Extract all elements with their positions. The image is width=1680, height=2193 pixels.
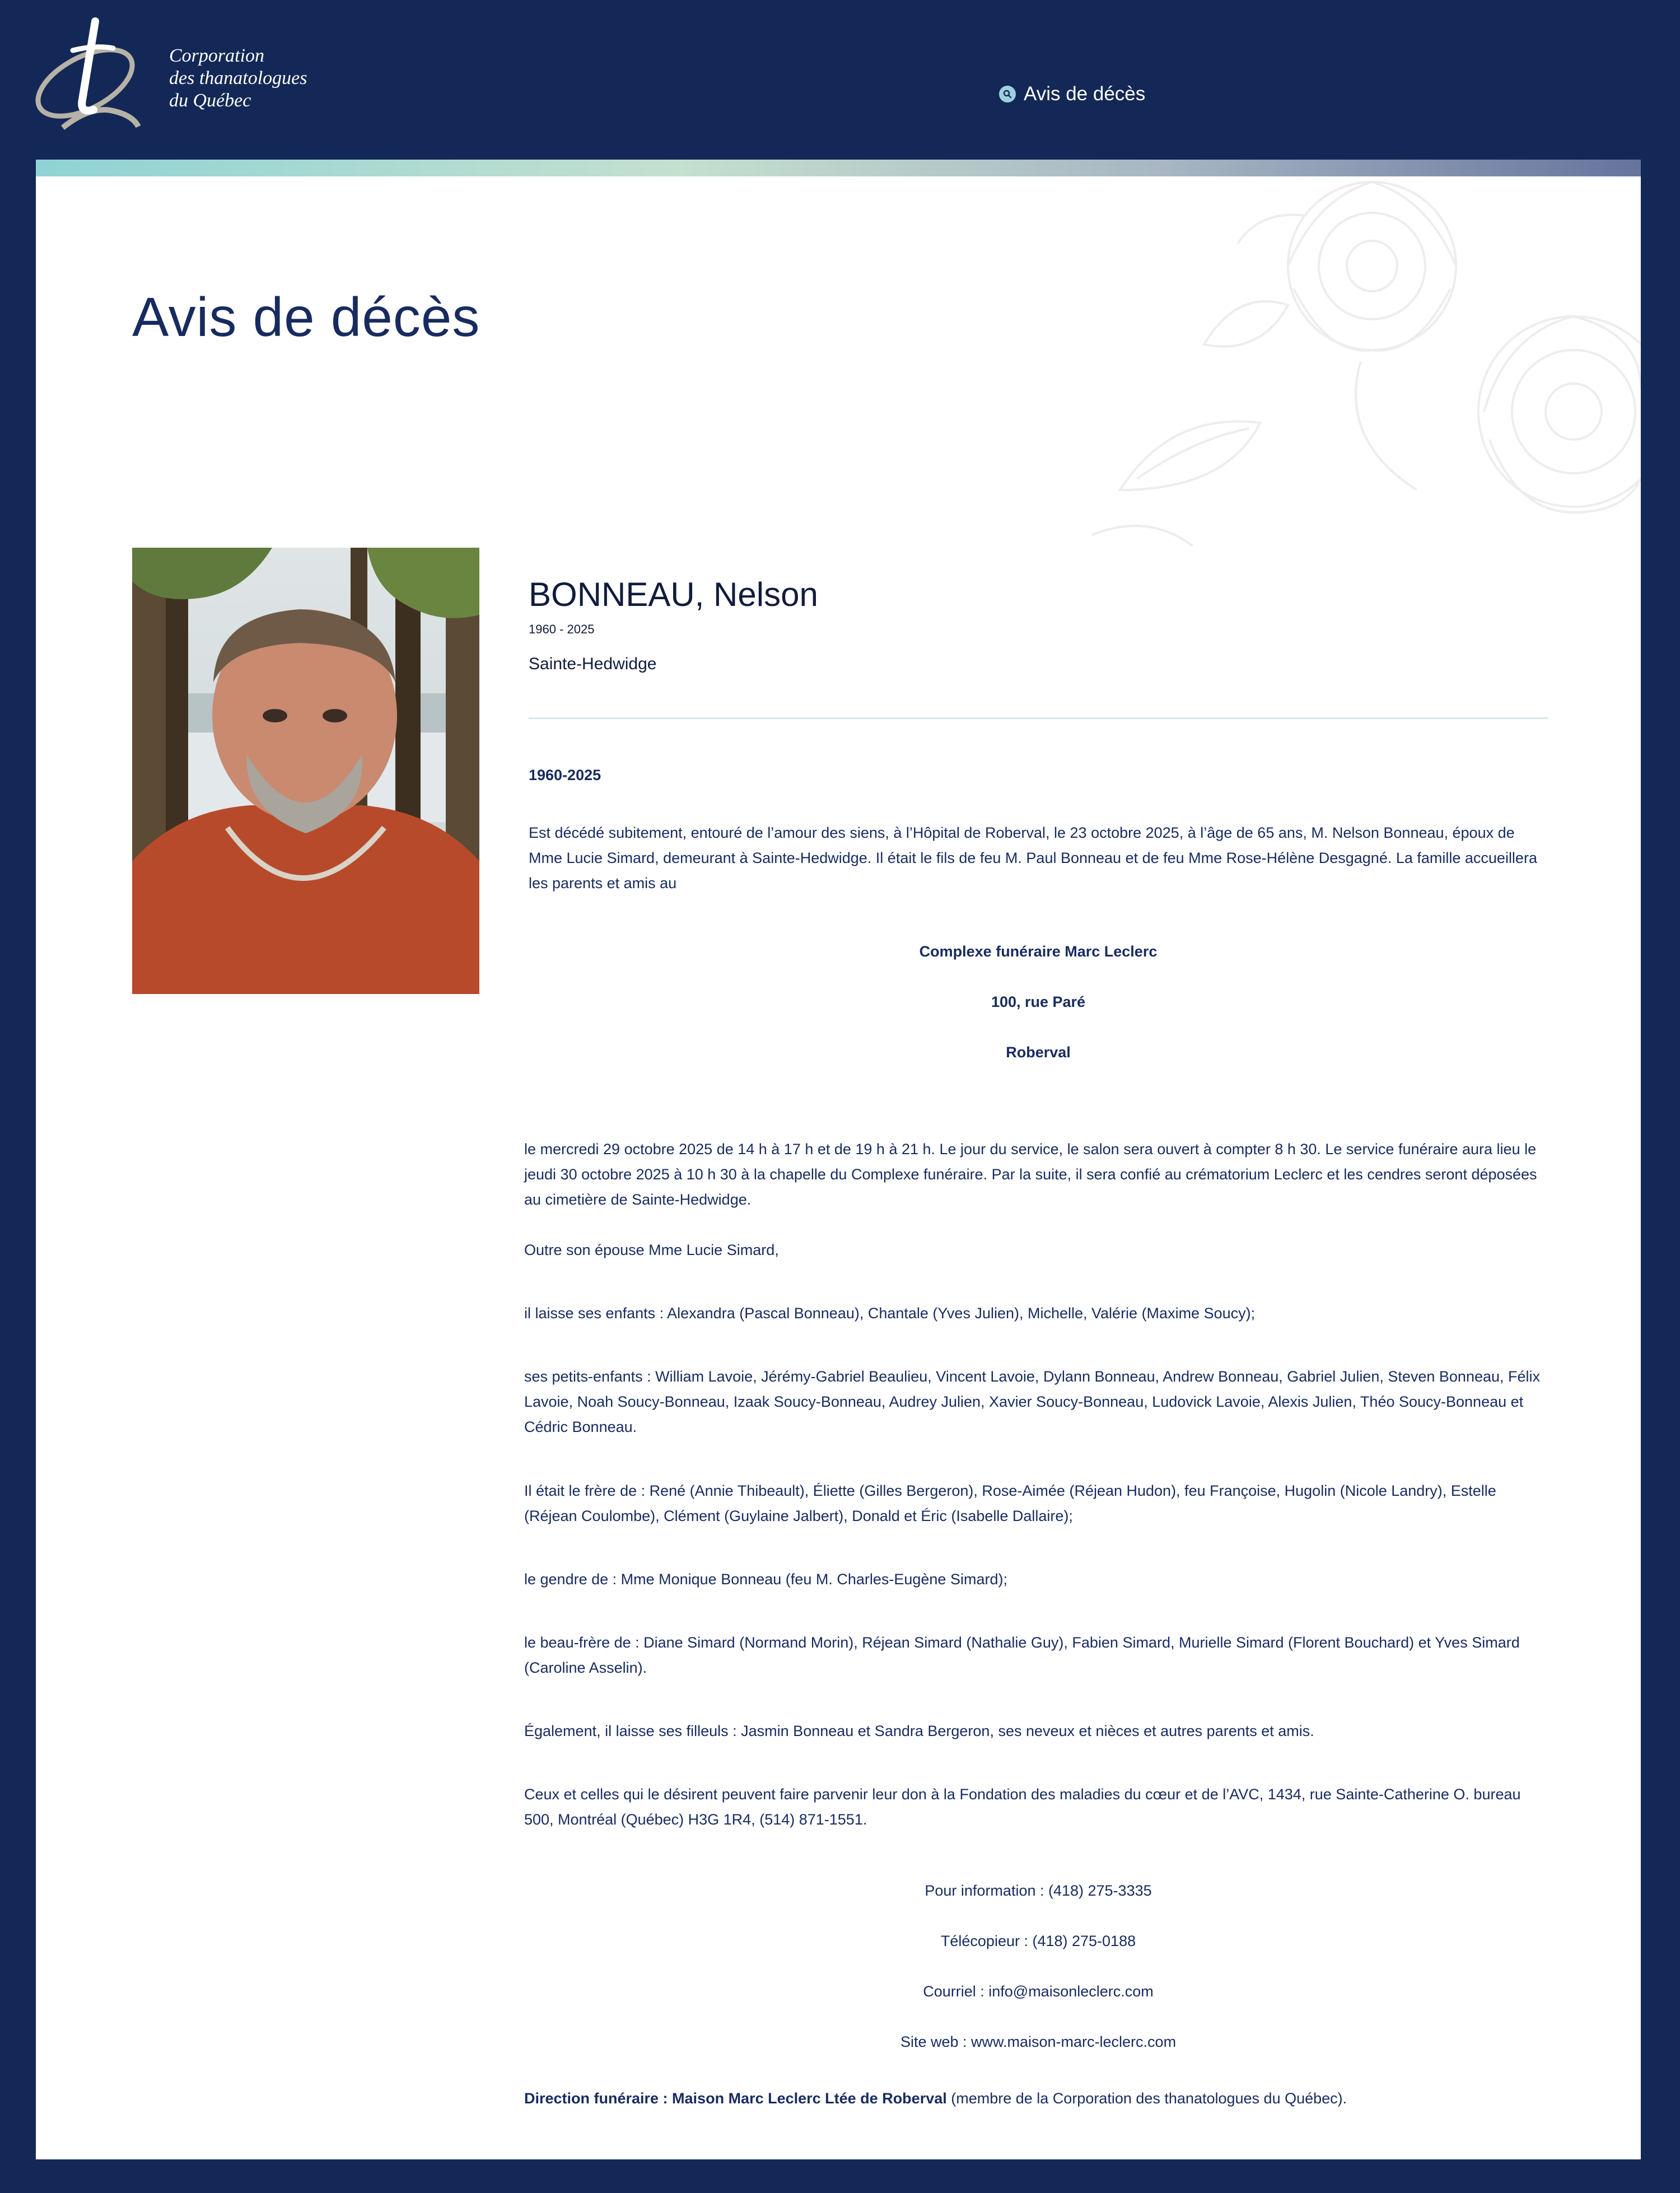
donations-line: Ceux et celles qui le désirent peuvent faire parvenir leur don à la Fondation des maladies du cœur et de l’AVC, 1434, rue Sainte-Catherine O. bureau 500, Montréal (Québec) H3G 1R4, (514) 871-1551.	[524, 1786, 1521, 1828]
site-header	[0, 0, 1680, 160]
children-line: il laisse ses enfants : Alexandra (Pascal Bonneau), Chantale (Yves Julien), Michelle, Valérie (Maxime Soucy);	[524, 1305, 1256, 1322]
venue-name: Complexe funéraire Marc Leclerc	[919, 943, 1158, 960]
life-years: 1960 - 2025	[529, 622, 595, 636]
divider	[529, 717, 1548, 719]
spouse-line: Outre son épouse Mme Lucie Simard,	[524, 1242, 779, 1258]
visitation-details: le mercredi 29 octobre 2025 de 14 h à 17 h et de 19 h à 21 h. Le jour du service, le salon sera ouvert à compter 8 h 30. Le service funéraire aura lieu le jeudi 30 octobre 2025 à 10 h 30 à la chapelle du Complexe funéraire. Par la suite, il sera confié au crématorium Leclerc et les cendres seront déposées au cimetière de Sainte-Hedwidge.	[524, 1141, 1537, 1208]
search-icon	[999, 86, 1016, 102]
obituary-card	[36, 160, 1641, 2159]
godchildren-line: Également, il laisse ses filleuls : Jasmin Bonneau et Sandra Bergeron, ses neveux et nièces et autres parents et amis.	[524, 1723, 1314, 1739]
logo-line-1: Corporation	[169, 45, 265, 66]
deceased-photo	[132, 548, 479, 994]
venue-address: 100, rue Paré	[991, 993, 1086, 1010]
gradient-bar	[36, 160, 1641, 176]
funeral-director-name: Direction funéraire : Maison Marc Leclerc Ltée de Roberval	[524, 2090, 947, 2107]
page-title: Avis de décès	[132, 286, 480, 348]
son-in-law-line: le gendre de : Mme Monique Bonneau (feu M. Charles-Eugène Simard);	[524, 1571, 1007, 1588]
venue-city: Roberval	[1006, 1044, 1071, 1061]
contact-fax: Télécopieur : (418) 275-0188	[940, 1933, 1136, 1949]
city: Sainte-Hedwidge	[529, 655, 657, 673]
deceased-name: BONNEAU, Nelson	[529, 576, 818, 613]
logo-line-2: des thanatologues	[169, 68, 307, 88]
logo-wordmark	[169, 45, 307, 112]
siblings-line: Il était le frère de : René (Annie Thibeault), Éliette (Gilles Bergeron), Rose-Aimée (Réjean Hudon), feu Françoise, Hugolin (Nicole Landry), Estelle (Réjean Coulombe), Clément (Guylaine Jalbert), Donald et Éric (Isabelle Dallaire);	[524, 1482, 1496, 1524]
grandchildren-line: ses petits-enfants : William Lavoie, Jérémy-Gabriel Beaulieu, Vincent Lavoie, Dylann Bonneau, Andrew Bonneau, Gabriel Julien, Steven Bonneau, Félix Lavoie, Noah Soucy-Bonneau, Izaak Soucy-Bonneau, Audrey Julien, Xavier Soucy-Bonneau, Ludovick Lavoie, Alexis Julien, Théo Soucy-Bonneau et Cédric Bonneau.	[524, 1368, 1541, 1435]
funeral-director-line	[524, 2086, 1549, 2111]
life-years-heading: 1960-2025	[529, 767, 601, 783]
corporation-logo[interactable]	[29, 16, 147, 133]
funeral-director-membership: (membre de la Corporation des thanatologues du Québec).	[946, 2090, 1347, 2107]
nav-avis-de-deces[interactable]	[999, 83, 1145, 105]
brother-in-law-line: le beau-frère de : Diane Simard (Normand Morin), Réjean Simard (Nathalie Guy), Fabien Simard, Murielle Simard (Florent Bouchard) et Yves Simard (Caroline Asselin).	[524, 1634, 1520, 1676]
contact-email[interactable]: Courriel : info@maisonleclerc.com	[923, 1983, 1154, 2000]
floral-decoration	[1025, 176, 1641, 557]
obituary-intro: Est décédé subitement, entouré de l’amour des siens, à l’Hôpital de Roberval, le 23 octobre 2025, à l’âge de 65 ans, M. Nelson Bonneau, époux de Mme Lucie Simard, demeurant à Sainte-Hedwidge. Il était le fils de feu M. Paul Bonneau et de feu Mme Rose-Hélène Desgagné. La famille accueillera les parents et amis au	[529, 824, 1537, 892]
logo-line-3: du Québec	[169, 90, 251, 111]
nav-label: Avis de décès	[1024, 83, 1146, 105]
contact-phone: Pour information : (418) 275-3335	[925, 1882, 1152, 1899]
contact-website[interactable]: Site web : www.maison-marc-leclerc.com	[900, 2033, 1177, 2050]
